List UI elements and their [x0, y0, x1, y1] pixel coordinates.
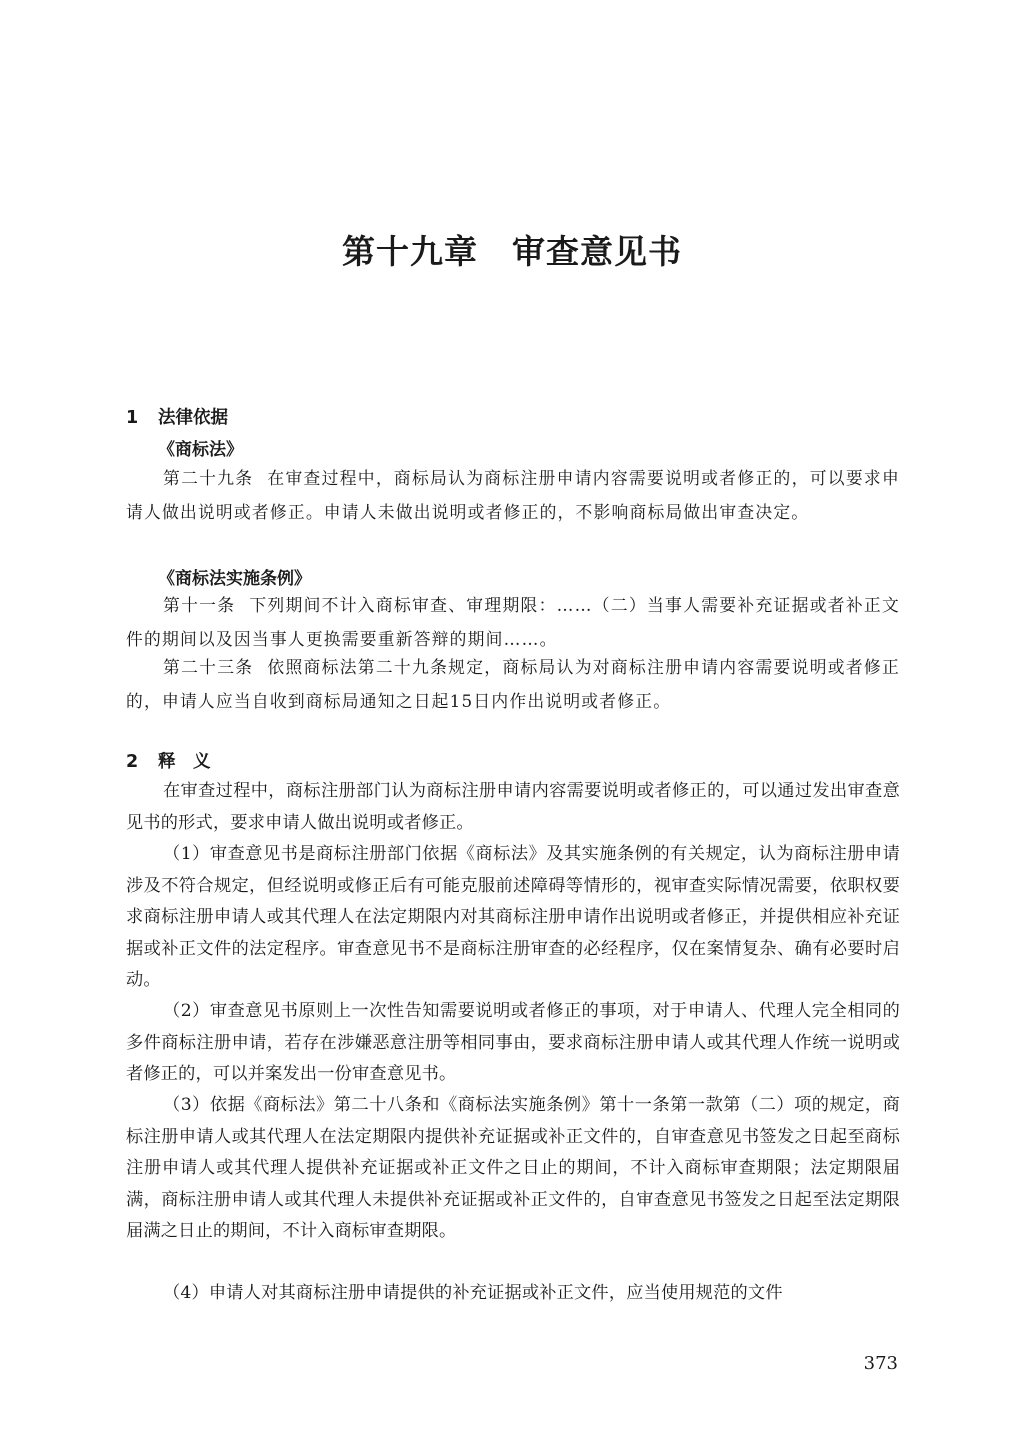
body-paragraph: （1）审查意见书是商标注册部门依据《商标法》及其实施条例的有关规定，认为商标注册申请涉及不符合规定，但经说明或修正后有可能克服前述障碍等情形的，视审查实际情况需要，依职权要求商标注册申请人或其代理人在法定期限内对其商标注册申请作出说明或者修正，并提供相应补充证据或补正文件的法定程序。审查意见书不是商标注册审查的必经程序，仅在案情复杂、确有必要时启动。 [126, 844, 900, 990]
body-paragraph: （2）审查意见书原则上一次性告知需要说明或者修正的事项，对于申请人、代理人完全相同的多件商标注册申请，若存在涉嫌恶意注册等相同事由，要求商标注册申请人或其代理人作统一说明或者修正的，可以并案发出一份审查意见书。 [126, 1001, 900, 1084]
chapter-title: 第十九章 审查意见书 [342, 232, 682, 271]
body-paragraph: 在审查过程中，商标注册部门认为商标注册申请内容需要说明或者修正的，可以通过发出审查意见书的形式，要求申请人做出说明或者修正。 [126, 781, 900, 833]
section-number: 1 [126, 408, 139, 428]
section-title: 释 义 [158, 752, 211, 772]
body-paragraph: （3）依据《商标法》第二十八条和《商标法实施条例》第十一条第一款第（二）项的规定，商标注册申请人或其代理人在法定期限内提供补充证据或补正文件的，自审查意见书签发之日起至商标注册申请人或其代理人提供补充证据或补正文件之日止的期间，不计入商标审查期限；法定期限届满，商标注册申请人或其代理人未提供补充证据或补正文件的，自审查意见书签发之日起至法定期限届满之日止的期间，不计入商标审查期限。 [126, 1095, 900, 1241]
section-number: 2 [126, 752, 139, 772]
law-name-implementing-regulations: 《商标法实施条例》 [158, 569, 311, 589]
article-paragraph [126, 650, 900, 718]
section-heading-legal-basis [126, 404, 228, 429]
page-number: 373 [863, 1353, 898, 1374]
section-heading-interpretation [126, 748, 211, 773]
article-text: 依照商标法第二十九条规定，商标局认为对商标注册申请内容需要说明或者修正的，申请人应当自收到商标局通知之日起15日内作出说明或者修正。 [126, 657, 900, 711]
article-number: 第二十九条 [163, 468, 254, 488]
article-number: 第十一条 [163, 595, 236, 615]
body-paragraph: （4）申请人对其商标注册申请提供的补充证据或补正文件，应当使用规范的文件 [163, 1283, 783, 1303]
law-name-trademark-law: 《商标法》 [158, 440, 243, 460]
article-text: 下列期间不计入商标审查、审理期限：……（二）当事人需要补充证据或者补正文件的期间以及因当事人更换需要重新答辩的期间……。 [126, 595, 900, 649]
article-number: 第二十三条 [163, 657, 254, 677]
article-paragraph [126, 461, 900, 529]
article-text: 在审查过程中，商标局认为商标注册申请内容需要说明或者修正的，可以要求申请人做出说明或者修正。申请人未做出说明或者修正的，不影响商标局做出审查决定。 [126, 468, 900, 522]
article-paragraph [126, 588, 900, 656]
section-title: 法律依据 [158, 408, 228, 428]
